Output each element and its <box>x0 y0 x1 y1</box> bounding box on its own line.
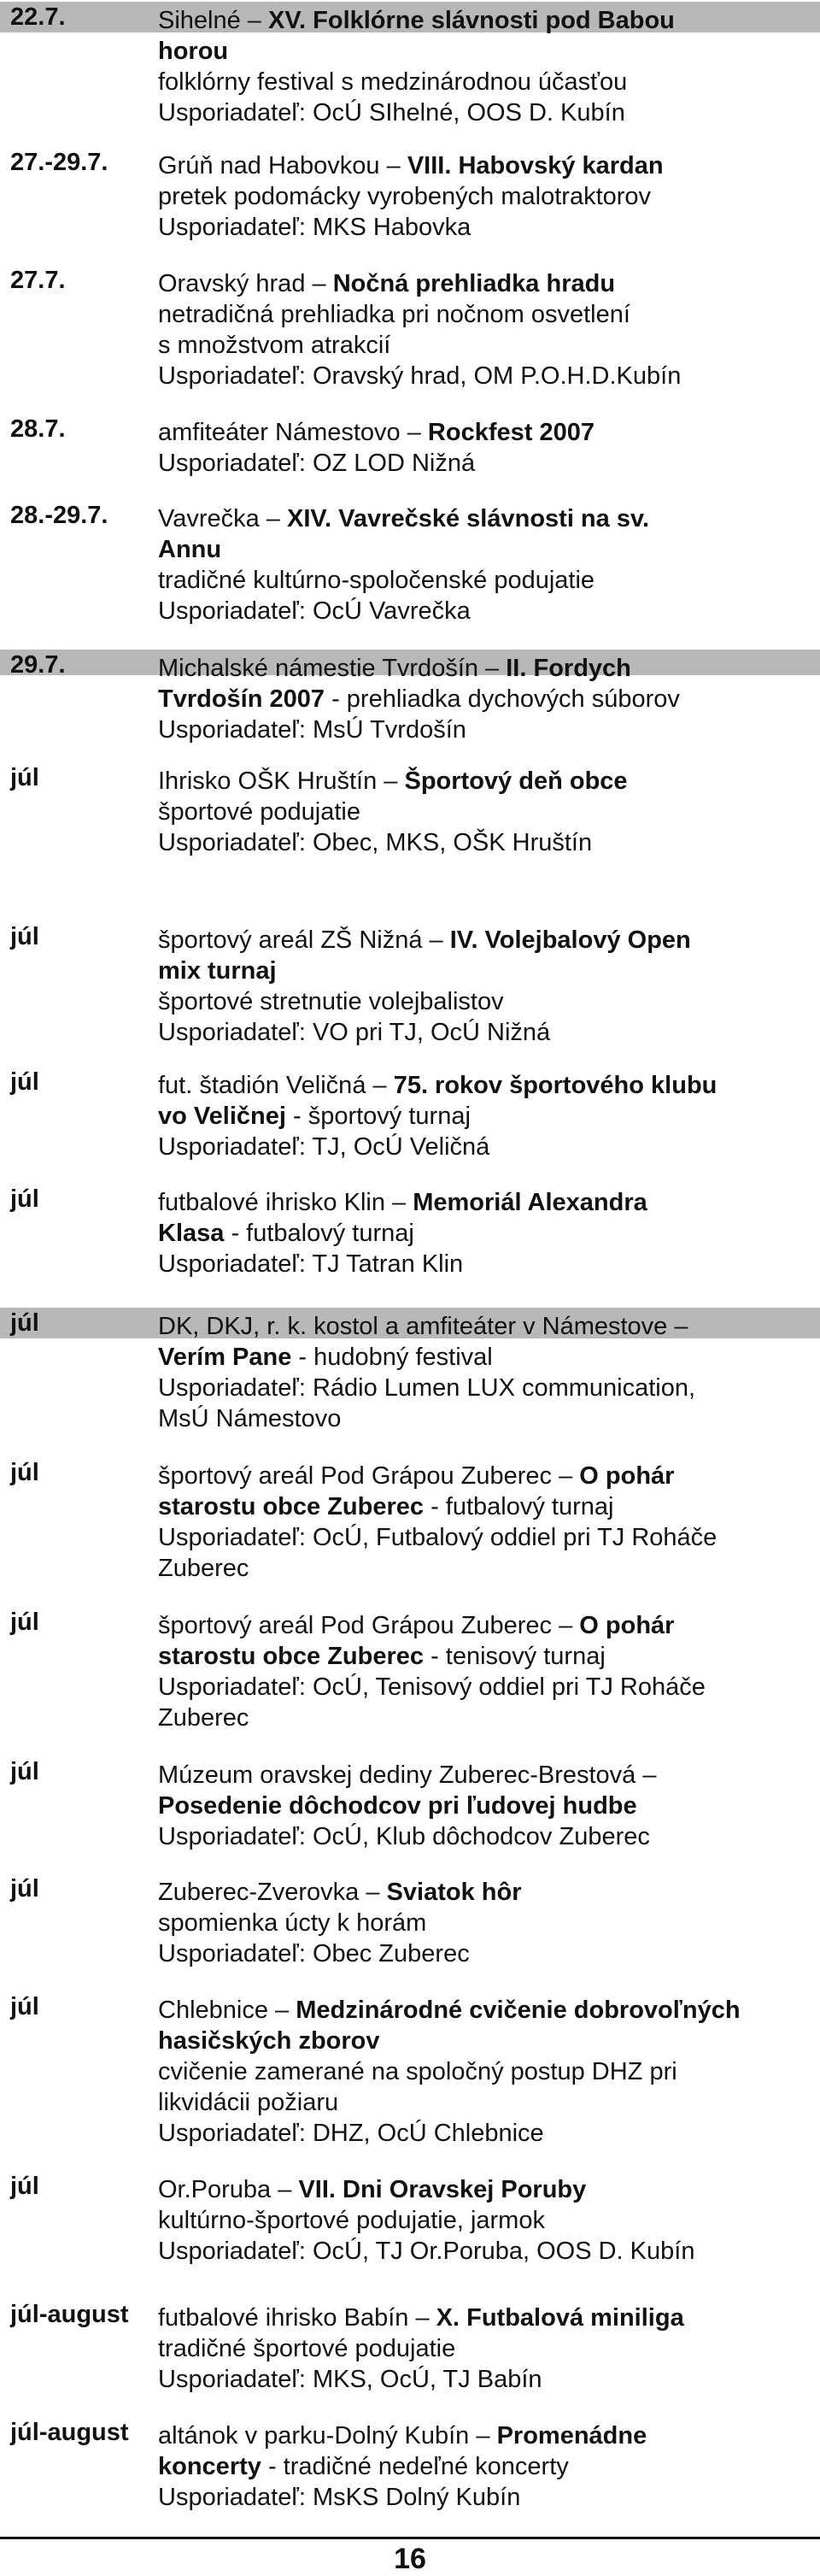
event-line <box>158 2026 811 2056</box>
event-line <box>158 97 811 128</box>
event-description <box>158 1187 811 1279</box>
event-text: - hudobný festival <box>291 1344 493 1371</box>
footer-rule <box>0 2537 820 2539</box>
event-title: Rockfest 2007 <box>427 419 594 446</box>
event-line <box>158 1070 811 1101</box>
event-date: 27.-29.7. <box>10 149 108 176</box>
event-date: júl-august <box>10 2301 129 2328</box>
event-line <box>158 2205 811 2236</box>
event-text: DK, DKJ, r. k. kostol a amfiteáter v Námestove – <box>158 1313 688 1340</box>
event-text: športový areál ZŠ Nižná – <box>158 926 450 954</box>
event-description <box>158 2174 811 2267</box>
event-text: Usporiadateľ: TJ, OcÚ Veličná <box>158 1133 490 1161</box>
event-date: júl <box>10 2173 39 2200</box>
event-line <box>158 1821 811 1852</box>
event-line <box>158 1908 811 1938</box>
event-line <box>158 36 811 67</box>
event-line <box>158 2420 811 2451</box>
event-line <box>158 534 811 565</box>
event-line <box>158 1491 811 1522</box>
event-line <box>158 330 811 361</box>
event-text: športový areál Pod Grápou Zuberec – <box>158 1612 580 1639</box>
event-text: futbalové ihrisko Babín – <box>158 2304 436 2332</box>
event-line <box>158 715 811 745</box>
event-line <box>158 2087 811 2118</box>
event-title: Tvrdošín 2007 <box>158 685 325 713</box>
event-text: Chlebnice – <box>158 1997 296 2024</box>
event-description <box>158 1760 811 1852</box>
event-title: XIV. Vavrečské slávnosti na sv. <box>286 505 649 532</box>
event-text: - prehliadka dychových súborov <box>325 685 680 713</box>
event-title: starostu obce Zuberec <box>158 1643 425 1670</box>
event-text: Zuberec <box>158 1555 249 1582</box>
event-line <box>158 1877 811 1908</box>
event-text: tradičné športové podujatie <box>158 2335 456 2362</box>
event-date: júl <box>10 923 39 950</box>
event-text: fut. štadión Veličná – <box>158 1072 394 1099</box>
event-text: Usporiadateľ: DHZ, OcÚ Chlebnice <box>158 2120 544 2147</box>
event-text: Usporiadateľ: OcÚ, Klub dôchodcov Zuberec <box>158 1823 650 1850</box>
event-line <box>158 956 811 986</box>
event-title: O pohár <box>579 1612 675 1639</box>
event-date: 27.7. <box>10 267 66 294</box>
event-text: Usporiadateľ: OZ LOD Nižná <box>158 450 476 477</box>
event-description <box>158 925 811 1048</box>
event-line <box>158 448 811 479</box>
event-description <box>158 503 811 626</box>
event-text: Zuberec-Zverovka – <box>158 1879 387 1906</box>
event-text: Michalské námestie Tvrdošín – <box>158 655 507 682</box>
event-title: X. Futbalová miniliga <box>436 2304 684 2332</box>
event-line <box>158 299 811 330</box>
event-line <box>158 2333 811 2364</box>
event-line <box>158 268 811 299</box>
event-line <box>158 503 811 534</box>
event-title: 75. rokov športového klubu <box>393 1072 718 1099</box>
event-line <box>158 596 811 626</box>
event-text: Usporiadateľ: Obec, MKS, OŠK Hruštín <box>158 829 593 856</box>
event-text: spomienka úcty k horám <box>158 1909 427 1937</box>
event-text: MsÚ Námestovo <box>158 1405 342 1432</box>
event-title: Športový deň obce <box>404 768 628 795</box>
page-number: 16 <box>394 2543 426 2575</box>
event-text: Usporiadateľ: MsÚ Tvrdošín <box>158 716 466 744</box>
event-title: VII. Dni Oravskej Poruby <box>298 2176 587 2203</box>
event-line <box>158 925 811 956</box>
event-line <box>158 1373 811 1403</box>
event-line <box>158 1187 811 1218</box>
event-text: likvidácii požiaru <box>158 2089 339 2116</box>
event-text: Usporiadateľ: OcÚ, TJ Or.Poruba, OOS D. Kubín <box>158 2238 695 2265</box>
event-text: futbalové ihrisko Klin – <box>158 1189 413 1216</box>
event-line <box>158 1672 811 1703</box>
event-line <box>158 1403 811 1434</box>
event-line <box>158 1610 811 1641</box>
event-description <box>158 2303 811 2395</box>
event-text: Oravský hrad – <box>158 270 333 297</box>
event-line <box>158 181 811 212</box>
event-line <box>158 797 811 827</box>
event-line <box>158 1249 811 1279</box>
event-title: vo Veličnej <box>158 1103 286 1130</box>
event-description <box>158 1311 811 1434</box>
event-date: júl <box>10 764 39 791</box>
event-title: horou <box>158 38 229 65</box>
event-text: - tenisový turnaj <box>424 1643 606 1670</box>
event-text: - futbalový turnaj <box>424 1493 614 1520</box>
event-text: amfiteáter Námestovo – <box>158 419 428 446</box>
event-line <box>158 565 811 596</box>
event-text: altánok v parku-Dolný Kubín – <box>158 2422 497 2450</box>
event-line <box>158 2303 811 2333</box>
event-line <box>158 2364 811 2395</box>
event-line <box>158 684 811 715</box>
event-date: júl <box>10 1185 39 1213</box>
event-title: Annu <box>158 536 222 563</box>
event-date: júl <box>10 1993 39 2020</box>
event-text: športové stretnutie volejbalistov <box>158 988 504 1015</box>
event-date: 28.-29.7. <box>10 502 108 529</box>
event-line <box>158 361 811 391</box>
event-line <box>158 5 811 36</box>
event-title: II. Fordych <box>506 655 631 682</box>
event-line <box>158 212 811 243</box>
event-description <box>158 1070 811 1162</box>
event-text: Usporiadateľ: MsKS Dolný Kubín <box>158 2484 521 2511</box>
event-line <box>158 1641 811 1672</box>
event-title: Verím Pane <box>158 1344 292 1371</box>
event-line <box>158 766 811 797</box>
event-description <box>158 1995 811 2149</box>
event-text: netradičná prehliadka pri nočnom osvetlení <box>158 301 630 328</box>
event-line <box>158 150 811 181</box>
event-text: - športový turnaj <box>285 1103 471 1130</box>
event-line <box>158 1017 811 1048</box>
event-text: Usporiadateľ: OcÚ, Tenisový oddiel pri TJ Roháče <box>158 1673 706 1701</box>
event-text: Usporiadateľ: Obec Zuberec <box>158 1940 470 1967</box>
event-line <box>158 1101 811 1132</box>
event-date: 29.7. <box>10 651 66 679</box>
event-line <box>158 986 811 1017</box>
event-text: Ihrisko OŠK Hruštín – <box>158 768 405 795</box>
event-date: júl-august <box>10 2419 129 2446</box>
event-date: júl <box>10 1459 39 1486</box>
event-title: mix turnaj <box>158 957 277 985</box>
event-text: Usporiadateľ: Rádio Lumen LUX communication, <box>158 1374 696 1402</box>
event-line <box>158 827 811 858</box>
event-title: VIII. Habovský kardan <box>407 152 664 179</box>
event-line <box>158 2451 811 2482</box>
event-date: 28.7. <box>10 415 66 443</box>
event-title: hasičských zborov <box>158 2027 380 2055</box>
event-title: Posedenie dôchodcov pri ľudovej hudbe <box>158 1792 637 1820</box>
event-title: IV. Volejbalový Open <box>449 926 691 954</box>
event-title: XV. Folklórne slávnosti pod Babou <box>268 7 675 34</box>
event-title: Klasa <box>158 1220 225 1247</box>
event-line <box>158 1791 811 1821</box>
event-line <box>158 1938 811 1969</box>
event-text: športové podujatie <box>158 798 360 826</box>
event-line <box>158 1995 811 2026</box>
event-line <box>158 1132 811 1162</box>
event-date: júl <box>10 1068 39 1096</box>
event-text: Vavrečka – <box>158 505 287 532</box>
event-line <box>158 653 811 684</box>
event-date: júl <box>10 1875 39 1903</box>
event-title: O pohár <box>579 1462 675 1490</box>
event-title: Medzinárodné cvičenie dobrovoľných <box>296 1997 741 2024</box>
event-text: Zuberec <box>158 1704 249 1732</box>
event-date: 22.7. <box>10 3 66 31</box>
event-description <box>158 653 811 745</box>
event-title: Sviatok hôr <box>386 1879 522 1906</box>
event-line <box>158 1703 811 1733</box>
event-date: júl <box>10 1309 39 1337</box>
event-line <box>158 2236 811 2267</box>
event-line <box>158 417 811 448</box>
event-text: Usporiadateľ: TJ Tatran Klin <box>158 1250 464 1278</box>
event-title: Memoriál Alexandra <box>413 1189 647 1216</box>
event-line <box>158 1553 811 1584</box>
event-text: Usporiadateľ: OcÚ, Futbalový oddiel pri TJ Roháče <box>158 1524 718 1551</box>
event-text: Usporiadateľ: VO pri TJ, OcÚ Nižná <box>158 1019 551 1046</box>
event-description <box>158 417 811 479</box>
event-description <box>158 1461 811 1584</box>
event-line <box>158 1218 811 1249</box>
event-line <box>158 1461 811 1491</box>
event-description <box>158 1877 811 1969</box>
event-text: Or.Poruba – <box>158 2176 299 2203</box>
event-description <box>158 5 811 128</box>
event-text: pretek podomácky vyrobených malotraktorov <box>158 183 652 210</box>
event-description <box>158 1610 811 1733</box>
event-line <box>158 1522 811 1553</box>
event-description <box>158 2420 811 2513</box>
event-text: Grúň nad Habovkou – <box>158 152 407 179</box>
event-text: cvičenie zamerané na spoločný postup DHZ pri <box>158 2058 677 2085</box>
event-line <box>158 1342 811 1373</box>
event-text: kultúrno-športové podujatie, jarmok <box>158 2207 545 2234</box>
event-line <box>158 1311 811 1342</box>
event-text: Múzeum oravskej dediny Zuberec-Brestová – <box>158 1761 657 1789</box>
event-text: Usporiadateľ: OcÚ SIhelné, OOS D. Kubín <box>158 99 625 126</box>
event-text: Usporiadateľ: Oravský hrad, OM P.O.H.D.Kubín <box>158 362 682 390</box>
event-line <box>158 2482 811 2513</box>
event-line <box>158 1760 811 1791</box>
event-text: folklórny festival s medzinárodnou účasťou <box>158 68 628 96</box>
event-title: Promenádne <box>496 2422 647 2450</box>
event-description <box>158 150 811 243</box>
event-line <box>158 2174 811 2205</box>
event-title: starostu obce Zuberec <box>158 1493 425 1520</box>
event-line <box>158 2056 811 2087</box>
event-text: - tradičné nedeľné koncerty <box>261 2453 569 2480</box>
event-text: Sihelné – <box>158 7 268 34</box>
event-text: tradičné kultúrno-spoločenské podujatie <box>158 567 595 594</box>
event-description <box>158 268 811 391</box>
event-text: Usporiadateľ: OcÚ Vavrečka <box>158 597 471 625</box>
event-text: - futbalový turnaj <box>224 1220 414 1247</box>
event-title: Nočná prehliadka hradu <box>332 270 616 297</box>
event-text: s množstvom atrakcií <box>158 332 391 359</box>
event-date: júl <box>10 1609 39 1636</box>
event-text: športový areál Pod Grápou Zuberec – <box>158 1462 580 1490</box>
event-date: júl <box>10 1758 39 1785</box>
event-line <box>158 2118 811 2149</box>
event-line <box>158 67 811 97</box>
event-title: koncerty <box>158 2453 261 2480</box>
event-description <box>158 766 811 858</box>
event-text: Usporiadateľ: MKS Habovka <box>158 214 472 241</box>
event-text: Usporiadateľ: MKS, OcÚ, TJ Babín <box>158 2366 542 2393</box>
